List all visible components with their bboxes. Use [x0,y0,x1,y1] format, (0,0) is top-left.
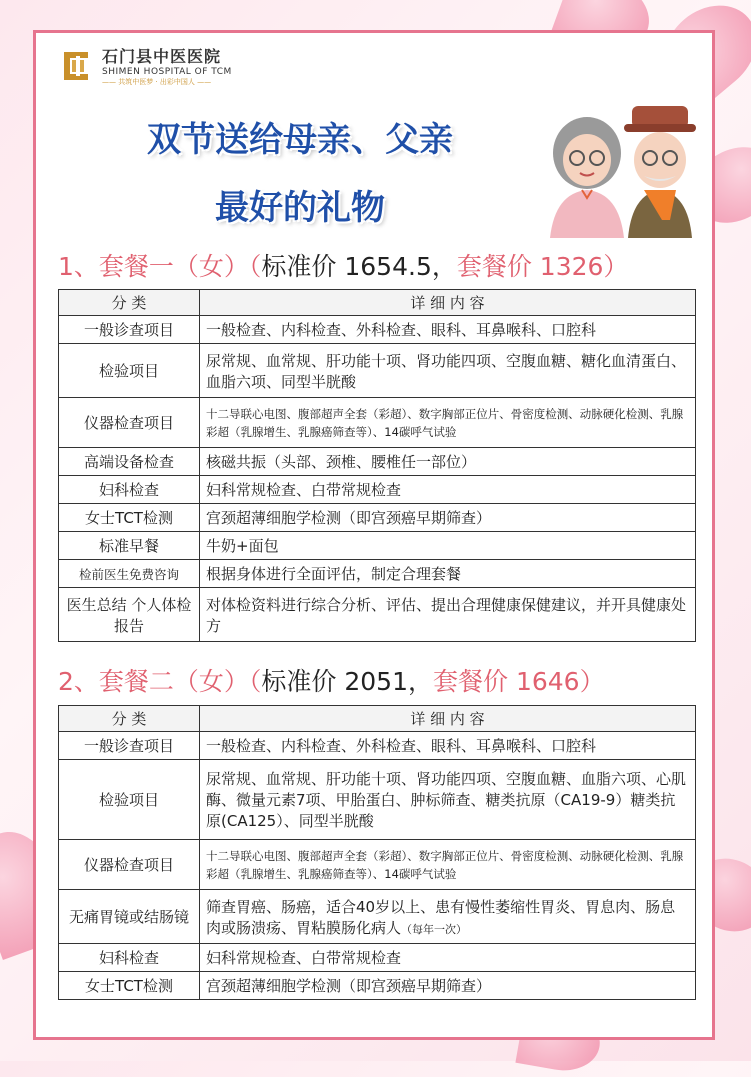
package1-prefix: 1、套餐一（女）（ [58,252,262,281]
table-row [59,476,696,504]
row-category: 检验项目 [59,344,200,398]
table-header-row [59,290,696,316]
row-detail: 对体检资料进行综合分析、评估、提出合理健康保健建议，并开具健康处方 [200,588,696,642]
package2-prefix: 2、套餐二（女）（ [58,667,262,696]
row-detail: 一般检查、内科检查、外科检查、眼科、耳鼻喉科、口腔科 [200,732,696,760]
row-category: 高端设备检查 [59,448,200,476]
hospital-name-en: SHIMEN HOSPITAL OF TCM [102,67,232,77]
row-category: 仪器检查项目 [59,398,200,448]
hospital-logo-icon [58,48,94,84]
package2-title [58,662,605,698]
table-row [59,532,696,560]
package2-table [58,705,696,1000]
table-row [59,760,696,840]
headline-line2: 最好的礼物 [215,188,385,228]
row-detail: 核磁共振（头部、颈椎、腰椎任一部位） [200,448,696,476]
package1-deal-price: 套餐价 1326） [456,252,629,281]
row-category: 检验项目 [59,760,200,840]
table-row [59,588,696,642]
row-detail-text: 筛查胃癌、肠癌，适合40岁以上、患有慢性萎缩性胃炎、胃息肉、肠息肉或肠溃疡、胃粘膜肠化病人 [206,897,676,937]
row-category: 女士TCT检测 [59,972,200,1000]
row-category: 一般诊查项目 [59,732,200,760]
row-category: 一般诊查项目 [59,316,200,344]
table-row [59,972,696,1000]
package1-table [58,289,696,642]
row-detail: 尿常规、血常规、肝功能十项、肾功能四项、空腹血糖、血脂六项、心肌酶、微量元素7项、甲胎蛋白、肿标筛查、糖类抗原（CA19-9）糖类抗原(CA125）、同型半胱酸 [200,760,696,840]
header-detail: 详 细 内 容 [200,290,696,316]
row-category: 妇科检查 [59,944,200,972]
header-category: 分 类 [59,706,200,732]
table-row [59,504,696,532]
table-row [59,316,696,344]
table-row [59,560,696,588]
row-detail: 十二导联心电图、腹部超声全套（彩超）、数字胸部正位片、骨密度检测、动脉硬化检测、乳腺彩超（乳腺增生、乳腺癌筛查等）、14碳呼气试验 [200,398,696,448]
row-category: 女士TCT检测 [59,504,200,532]
package2-standard-price: 标准价 2051， [261,667,433,696]
table-row [59,398,696,448]
package2-deal-price: 套餐价 1646） [433,667,605,696]
row-category: 检前医生免费咨询 [59,560,200,588]
table-row [59,448,696,476]
row-detail: 妇科常规检查、白带常规检查 [200,476,696,504]
package1-title [58,247,628,283]
hospital-name-cn: 石门县中医医院 [102,47,222,66]
row-detail: 十二导联心电图、腹部超声全套（彩超）、数字胸部正位片、骨密度检测、动脉硬化检测、乳腺彩超（乳腺增生、乳腺癌筛查等）、14碳呼气试验 [200,840,696,890]
table-row [59,944,696,972]
row-category: 医生总结 个人体检报告 [59,588,200,642]
row-category: 仪器检查项目 [59,840,200,890]
row-detail: 宫颈超薄细胞学检测（即宫颈癌早期筛查） [200,972,696,1000]
hospital-logo [58,44,232,87]
row-detail: 一般检查、内科检查、外科检查、眼科、耳鼻喉科、口腔科 [200,316,696,344]
table-header-row [59,706,696,732]
row-category: 妇科检查 [59,476,200,504]
row-category: 无痛胃镜或结肠镜 [59,890,200,944]
row-detail-note: （每年一次） [401,922,468,936]
row-detail: 牛奶+面包 [200,532,696,560]
table-row [59,890,696,944]
row-detail: 宫颈超薄细胞学检测（即宫颈癌早期筛查） [200,504,696,532]
row-detail: 妇科常规检查、白带常规检查 [200,944,696,972]
row-detail [200,890,696,944]
header-category: 分 类 [59,290,200,316]
headline-line1: 双节送给母亲、父亲 [147,120,453,160]
table-row [59,344,696,398]
table-row [59,732,696,760]
table-row [59,840,696,890]
package1-standard-price: 标准价 1654.5， [261,252,457,281]
header-detail: 详 细 内 容 [200,706,696,732]
row-detail: 根据身体进行全面评估，制定合理套餐 [200,560,696,588]
hospital-slogan: —— 共筑中医梦 · 出彩中国人 —— [102,78,212,86]
row-category: 标准早餐 [59,532,200,560]
row-detail: 尿常规、血常规、肝功能十项、肾功能四项、空腹血糖、糖化血清蛋白、血脂六项、同型半胱酸 [200,344,696,398]
elderly-couple-illustration [532,98,712,238]
